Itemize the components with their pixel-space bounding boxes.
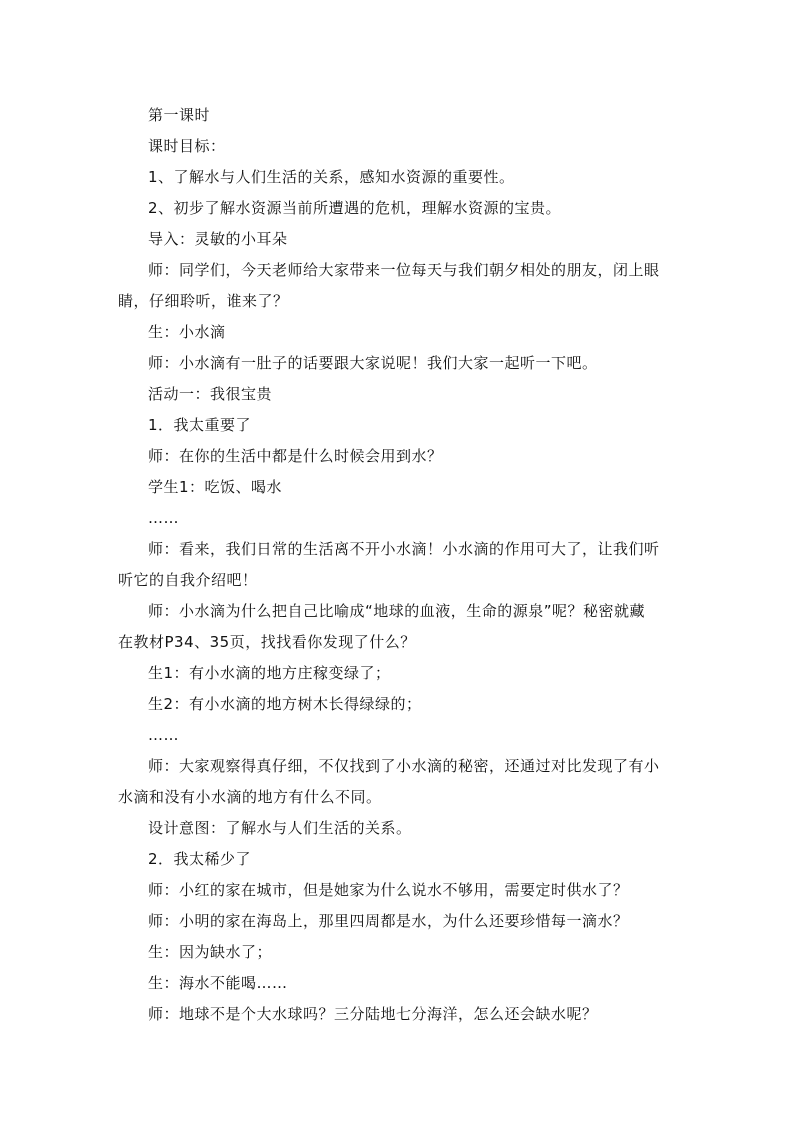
paragraph-line: 生1：有小水滴的地方庄稼变绿了； xyxy=(148,664,391,682)
paragraph-line: 师：在你的生活中都是什么时候会用到水？ xyxy=(148,447,443,465)
document-page xyxy=(118,100,678,1030)
paragraph-line: 生：小水滴 xyxy=(148,323,226,341)
paragraph-line: 师：小红的家在城市，但是她家为什么说水不够用，需要定时供水了？ xyxy=(148,881,629,899)
paragraph-line: 师：小水滴为什么把自己比喻成“地球的血液，生命的源泉”呢？秘密就藏 xyxy=(148,602,646,620)
paragraph-line: 生2：有小水滴的地方树木长得绿绿的； xyxy=(148,695,422,713)
paragraph-line-continued: 水滴和没有小水滴的地方有什么不同。 xyxy=(118,788,382,806)
paragraph-line: 师：看来，我们日常的生活离不开小水滴！小水滴的作用可大了，让我们听 xyxy=(148,540,660,558)
paragraph-line: 师：小明的家在海岛上，那里四周都是水，为什么还要珍惜每一滴水？ xyxy=(148,912,629,930)
ellipsis-line: …… xyxy=(148,509,179,527)
section-heading: 导入：灵敏的小耳朵 xyxy=(148,230,288,248)
paragraph-line: 生：因为缺水了； xyxy=(148,943,273,961)
paragraph-line: 师：小水滴有一肚子的话要跟大家说呢！我们大家一起听一下吧。 xyxy=(148,354,598,372)
paragraph-line-continued: 睛，仔细聆听，谁来了？ xyxy=(118,292,289,310)
paragraph-line: 生：海水不能喝…… xyxy=(148,974,288,992)
objectives-heading: 课时目标： xyxy=(148,137,226,155)
paragraph-line-continued: 听它的自我介绍吧！ xyxy=(118,571,258,589)
paragraph-line: 师：同学们，今天老师给大家带来一位每天与我们朝夕相处的朋友，闭上眼 xyxy=(148,261,660,279)
activity-heading: 活动一：我很宝贵 xyxy=(148,385,273,403)
ellipsis-line: …… xyxy=(148,726,179,744)
subsection-heading: 1．我太重要了 xyxy=(148,416,252,434)
subsection-heading: 2．我太稀少了 xyxy=(148,850,252,868)
design-intent-line: 设计意图：了解水与人们生活的关系。 xyxy=(148,819,412,837)
objective-item: 1、了解水与人们生活的关系，感知水资源的重要性。 xyxy=(148,168,515,186)
paragraph-line: 师：地球不是个大水球吗？三分陆地七分海洋，怎么还会缺水呢？ xyxy=(148,1005,598,1023)
paragraph-line-continued: 在教材P34、35页，找找看你发现了什么？ xyxy=(118,633,416,651)
lesson-heading: 第一课时 xyxy=(148,106,211,124)
objective-item: 2、初步了解水资源当前所遭遇的危机，理解水资源的宝贵。 xyxy=(148,199,562,217)
paragraph-line: 师：大家观察得真仔细，不仅找到了小水滴的秘密，还通过对比发现了有小 xyxy=(148,757,660,775)
paragraph-line: 学生1：吃饭、喝水 xyxy=(148,478,283,496)
